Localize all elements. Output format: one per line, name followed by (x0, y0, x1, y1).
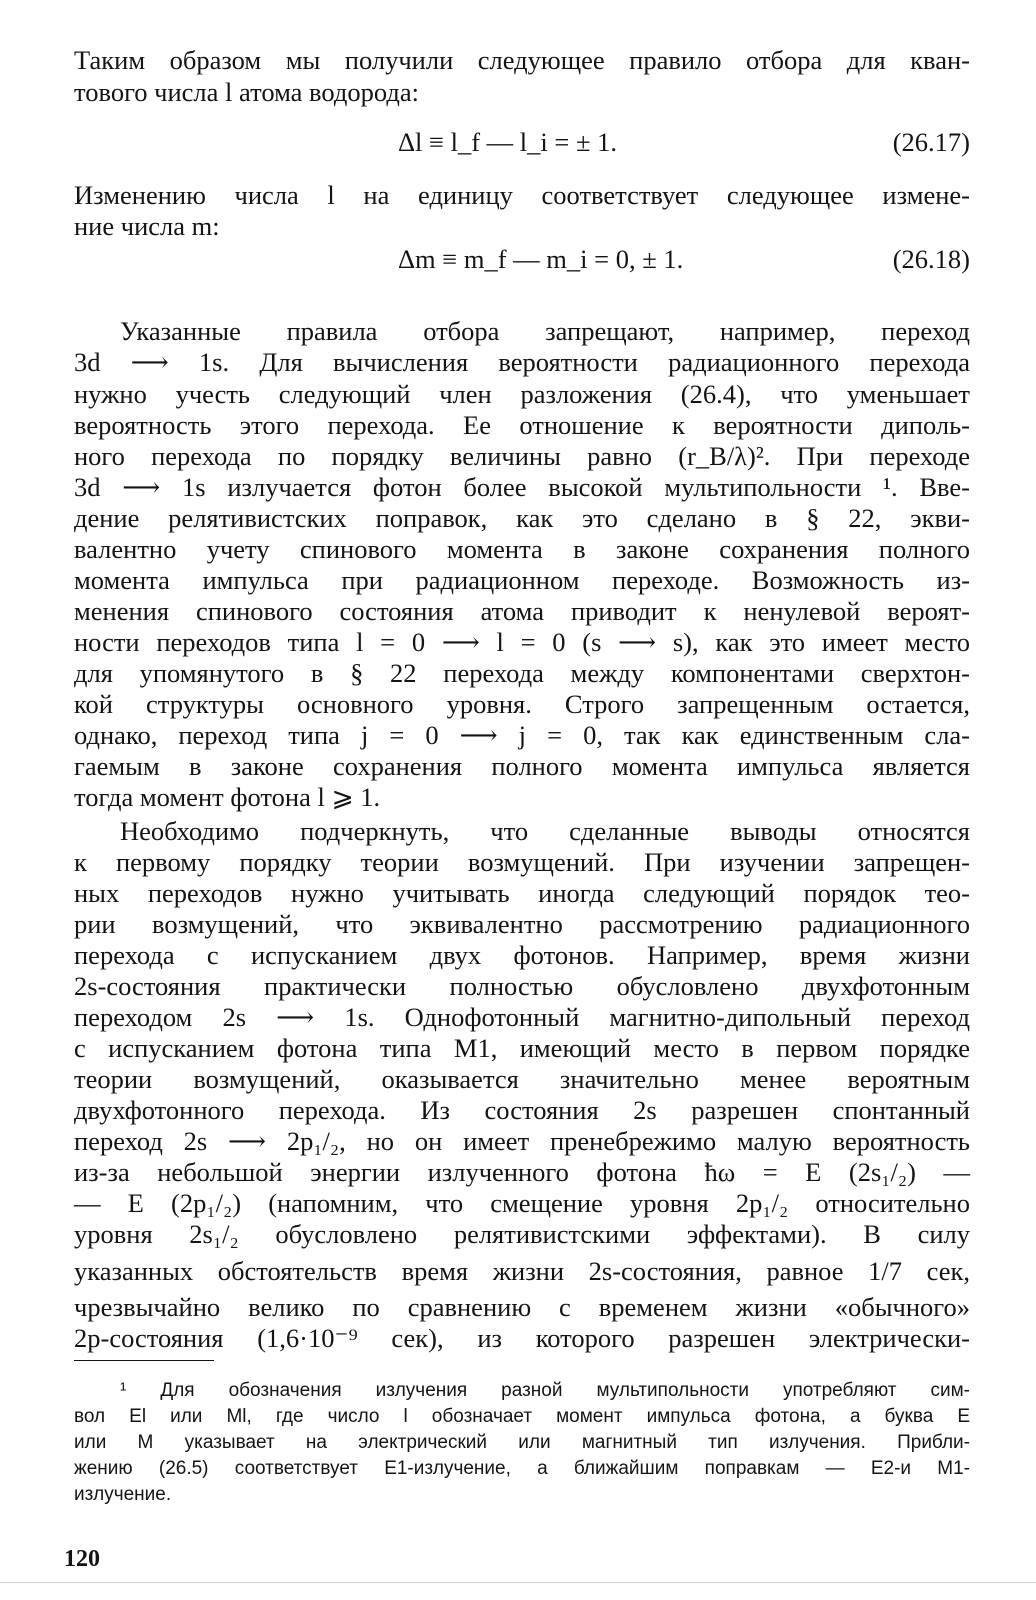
text-line: переход 2s ⟶ 2p₁/₂, но он имеет пренебрежимо малую вероятность (74, 1126, 970, 1156)
text-line: — E (2p₁/₂) (напомним, что смещение уровня 2p₁/₂ относительно (74, 1188, 970, 1218)
text-line: тового числа l атома водорода: (74, 77, 419, 107)
text-line: указанных обстоятельств время жизни 2s-состояния, равное 1/7 сек, (74, 1256, 970, 1286)
text-line: Указанные правила отбора запрещают, например, переход (120, 316, 970, 346)
text-line: ние числа m: (74, 211, 220, 241)
text-line: из-за небольшой энергии излученного фотона ħω = E (2s₁/₂) — (74, 1157, 970, 1187)
text-line: вероятность этого перехода. Ее отношение к вероятности диполь- (74, 410, 970, 440)
footnote-line: жению (26.5) соответствует E1-излучение, а ближайшим поправкам — E2-и M1- (74, 1458, 970, 1479)
equation-formula: Δm ≡ m_f — m_i = 0, ± 1. (398, 244, 684, 274)
text-line: Таким образом мы получили следующее правило отбора для кван- (74, 45, 970, 75)
text-line: ного перехода по порядку величины равно (r_B/λ)². При переходе (74, 441, 970, 471)
text-line: ности переходов типа l = 0 ⟶ l = 0 (s ⟶ s), как это имеет место (74, 627, 970, 657)
text-line: переходом 2s ⟶ 1s. Однофотонный магнитно-дипольный переход (74, 1002, 970, 1032)
footnote-line: вол El или Ml, где число l обозначает момент импульса фотона, а буква E (74, 1406, 970, 1427)
text-line: 2p-состояния (1,6·10⁻⁹ сек), из которого разрешен электрически- (74, 1323, 970, 1353)
footnote-line: ¹ Для обозначения излучения разной мультипольности употребляют сим- (120, 1380, 970, 1401)
page-edge-divider (0, 1582, 1036, 1583)
equation-number: (26.17) (892, 127, 970, 157)
footnote-line: или M указывает на электрический или магнитный тип излучения. Прибли- (74, 1432, 970, 1453)
text-line: момента импульса при радиационном переходе. Возможность из- (74, 565, 970, 595)
text-line: 3d ⟶ 1s. Для вычисления вероятности радиационного перехода (74, 347, 970, 377)
text-line: Изменению числа l на единицу соответствует следующее измене- (74, 180, 970, 210)
text-line: 3d ⟶ 1s излучается фотон более высокой мультипольности ¹. Вве- (74, 472, 970, 502)
text-line: с испусканием фотона типа M1, имеющий место в первом порядке (74, 1033, 970, 1063)
footnote-line: излучение. (74, 1484, 172, 1505)
text-line: двухфотонного перехода. Из состояния 2s разрешен спонтанный (74, 1095, 970, 1125)
text-line: дение релятивистских поправок, как это сделано в § 22, экви- (74, 503, 970, 533)
text-line: теории возмущений, оказывается значительно менее вероятным (74, 1064, 970, 1094)
text-line: кой структуры основного уровня. Строго запрещенным остается, (74, 689, 970, 719)
text-line: уровня 2s₁/₂ обусловлено релятивистскими эффектами). В силу (74, 1219, 970, 1249)
text-line: 2s-состояния практически полностью обусловлено двухфотонным (74, 971, 970, 1001)
page-number: 120 (64, 1546, 100, 1572)
text-line: к первому порядку теории возмущений. При изучении запрещен- (74, 847, 970, 877)
text-line: менения спинового состояния атома приводит к ненулевой вероят- (74, 596, 970, 626)
footnote-rule (74, 1360, 214, 1361)
text-line: Необходимо подчеркнуть, что сделанные выводы относятся (120, 816, 970, 846)
text-line: валентно учету спинового момента в законе сохранения полного (74, 534, 970, 564)
equation-number: (26.18) (892, 244, 970, 274)
text-line: однако, переход типа j = 0 ⟶ j = 0, так как единственным сла- (74, 720, 970, 750)
text-line: для упомянутого в § 22 перехода между компонентами сверхтон- (74, 658, 970, 688)
equation-formula: Δl ≡ l_f — l_i = ± 1. (398, 127, 618, 157)
text-line: гаемым в законе сохранения полного момента импульса является (74, 751, 970, 781)
text-line: чрезвычайно велико по сравнению с временем жизни «обычного» (74, 1292, 970, 1322)
text-line: перехода с испусканием двух фотонов. Например, время жизни (74, 940, 970, 970)
text-line: нужно учесть следующий член разложения (26.4), что уменьшает (74, 379, 970, 409)
text-line: тогда момент фотона l ⩾ 1. (74, 782, 381, 812)
text-line: рии возмущений, что эквивалентно рассмотрению радиационного (74, 909, 970, 939)
text-line: ных переходов нужно учитывать иногда следующий порядок тео- (74, 878, 970, 908)
